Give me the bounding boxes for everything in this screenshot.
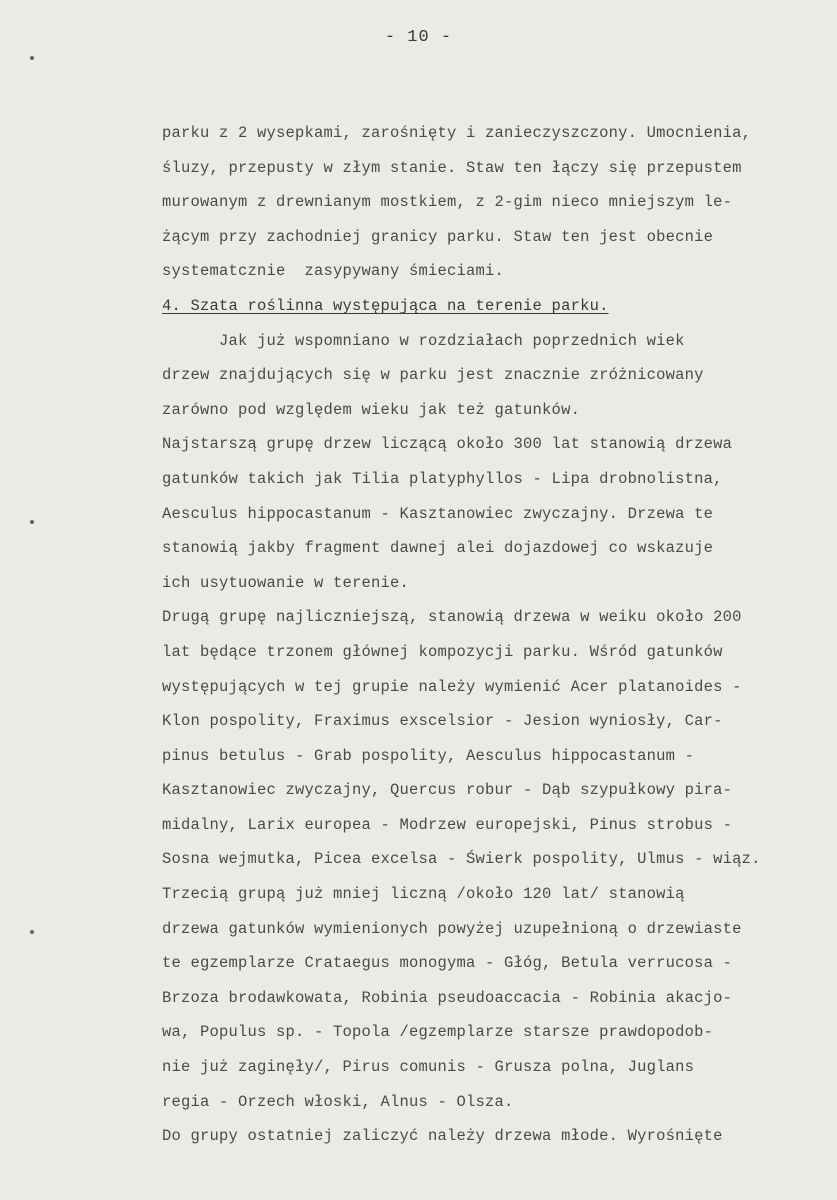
- text-line: Drugą grupę najliczniejszą, stanowią drzewa w weiku około 200: [162, 608, 742, 627]
- text-line: Klon pospolity, Fraximus exscelsior - Jesion wyniosły, Car-: [162, 712, 723, 731]
- text-line: parku z 2 wysepkami, zarośnięty i zanieczyszczony. Umocnienia,: [162, 124, 752, 142]
- binder-hole-mark: [30, 520, 34, 524]
- text-line: Do grupy ostatniej zaliczyć należy drzewa młode. Wyrośnięte: [162, 1127, 723, 1146]
- section-heading: 4. Szata roślinna występująca na terenie parku.: [162, 296, 609, 315]
- text-line: regia - Orzech włoski, Alnus - Olsza.: [162, 1092, 514, 1111]
- text-line: Najstarszą grupę drzew liczącą około 300 lat stanowią drzewa: [162, 435, 733, 454]
- text-line: zarówno pod względem wieku jak też gatunków.: [162, 400, 581, 419]
- text-line: midalny, Larix europea - Modrzew europejski, Pinus strobus -: [162, 815, 733, 834]
- text-line: wa, Populus sp. - Topola /egzemplarze starsze prawdopodob-: [162, 1023, 714, 1042]
- text-line: gatunków takich jak Tilia platyphyllos - Lipa drobnolistna,: [162, 469, 723, 488]
- text-line: nie już zaginęły/, Pirus comunis - Grusza polna, Juglans: [162, 1058, 695, 1077]
- binder-hole-mark: [30, 56, 34, 60]
- text-line: drzew znajdujących się w parku jest znacznie zróżnicowany: [162, 366, 704, 385]
- text-line: Jak już wspomniano w rozdziałach poprzednich wiek: [162, 331, 685, 350]
- text-line: występujących w tej grupie należy wymienić Acer platanoides -: [162, 677, 742, 696]
- document-body: [162, 116, 822, 1154]
- text-line: Trzecią grupą już mniej liczną /około 120 lat/ stanowią: [162, 885, 685, 904]
- text-line: te egzemplarze Crataegus monogyma - Głóg, Betula verrucosa -: [162, 954, 733, 973]
- text-line: lat będące trzonem głównej kompozycji parku. Wśród gatunków: [162, 642, 723, 661]
- text-line: Brzoza brodawkowata, Robinia pseudoaccacia - Robinia akacjo-: [162, 988, 733, 1007]
- text-line: murowanym z drewnianym mostkiem, z 2-gim nieco mniejszym le-: [162, 193, 733, 212]
- text-line: śluzy, przepusty w złym stanie. Staw ten łączy się przepustem: [162, 158, 742, 177]
- text-line: Aesculus hippocastanum - Kasztanowiec zwyczajny. Drzewa te: [162, 504, 714, 523]
- binder-hole-mark: [30, 930, 34, 934]
- text-line: żącym przy zachodniej granicy parku. Staw ten jest obecnie: [162, 227, 714, 246]
- page-number: - 10 -: [384, 28, 453, 47]
- text-line: stanowią jakby fragment dawnej alei dojazdowej co wskazuje: [162, 539, 714, 558]
- text-line: drzewa gatunków wymienionych powyżej uzupełnioną o drzewiaste: [162, 919, 742, 938]
- text-line: Sosna wejmutka, Picea excelsa - Świerk pospolity, Ulmus - wiąz.: [162, 850, 761, 869]
- text-line: pinus betulus - Grab pospolity, Aesculus hippocastanum -: [162, 746, 695, 765]
- text-line: ich usytuowanie w terenie.: [162, 573, 410, 592]
- text-line: Kasztanowiec zwyczajny, Quercus robur - Dąb szypułkowy pira-: [162, 781, 733, 800]
- text-line: systematcznie zasypywany śmieciami.: [162, 262, 505, 281]
